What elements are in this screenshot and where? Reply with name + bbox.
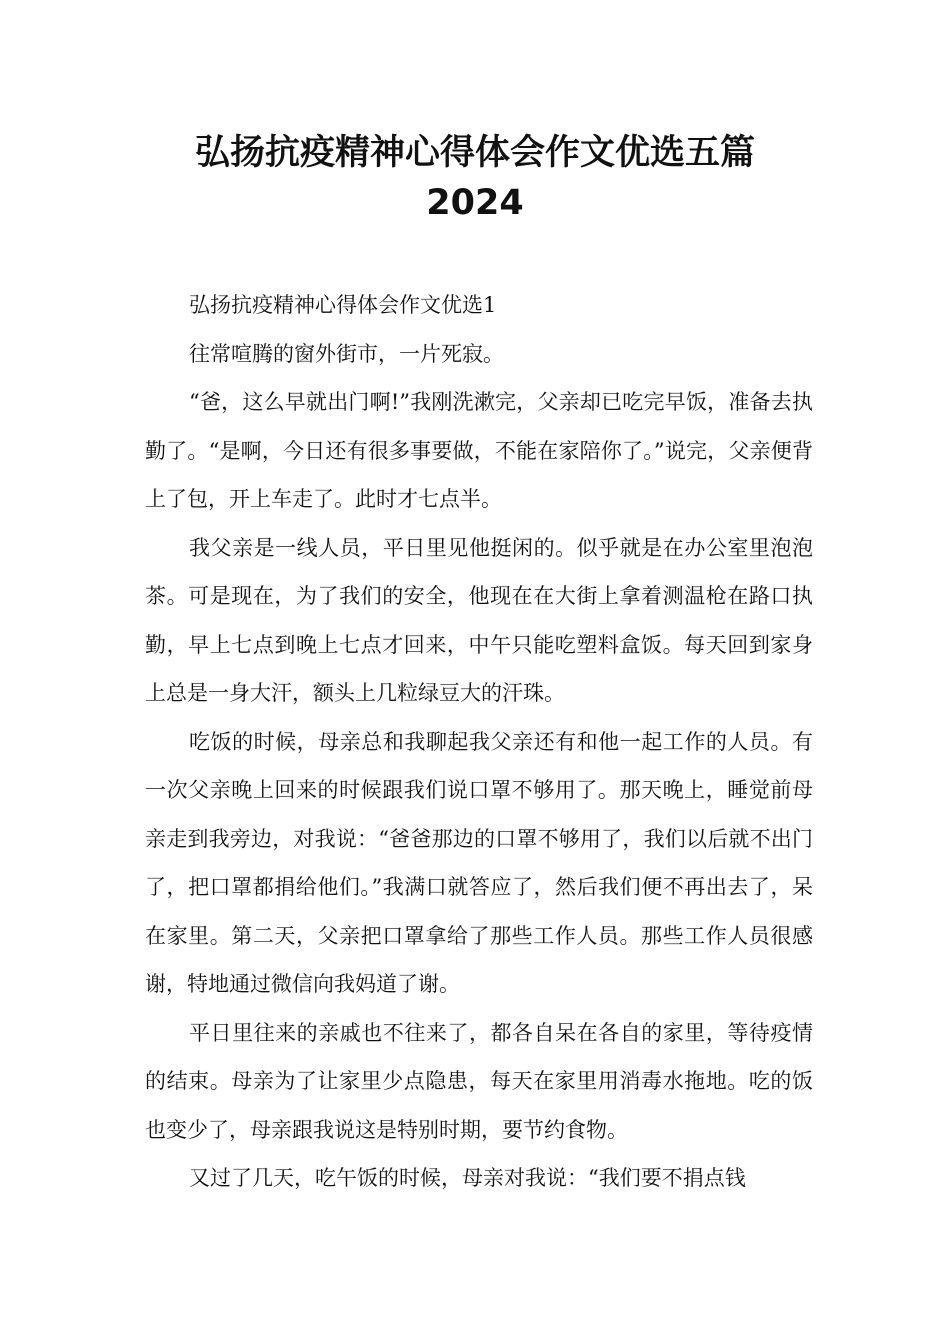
paragraph: 又过了几天，吃午饭的时候，母亲对我说：“我们要不捐点钱	[189, 1166, 746, 1190]
paragraph: 吃饭的时候，母亲总和我聊起我父亲还有和他一起工作的人员。有一次父亲晚上回来的时候跟我们说口罩不够用了。那天晚上，睡觉前母亲走到我旁边，对我说：“爸爸那边的口罩不够用了，我们以后就不出门了，把口罩都捐给他们。”我满口就答应了，然后我们便不再出去了，呆在家里。第二天，父亲把口罩拿给了那些工作人员。那些工作人员很感谢，特地通过微信向我妈道了谢。	[145, 729, 813, 996]
document-body	[145, 281, 813, 1203]
paragraph: 平日里往来的亲戚也不往来了，都各自呆在各自的家里，等待疫情的结束。母亲为了让家里少点隐患，每天在家里用消毒水拖地。吃的饭也变少了，母亲跟我说这是特别时期，要节约食物。	[145, 1020, 813, 1142]
section-heading: 弘扬抗疫精神心得体会作文优选1	[189, 293, 497, 317]
document-title: 弘扬抗疫精神心得体会作文优选五篇	[194, 133, 755, 173]
paragraph: “爸，这么早就出门啊!”我刚洗漱完，父亲却已吃完早饭，准备去执勤了。“是啊，今日还有很多事要做，不能在家陪你了。”说完，父亲便背上了包，开上车走了。此时才七点半。	[145, 390, 813, 511]
paragraph: 往常喧腾的窗外街市，一片死寂。	[189, 341, 504, 366]
document-title-year: 2024	[426, 183, 524, 223]
paragraph: 我父亲是一线人员，平日里见他挺闲的。似乎就是在办公室里泡泡茶。可是现在，为了我们的安全，他现在在大街上拿着测温枪在路口执勤，早上七点到晚上七点才回来，中午只能吃塑料盒饭。每天回到家身上总是一身大汗，额头上几粒绿豆大的汗珠。	[145, 535, 813, 705]
